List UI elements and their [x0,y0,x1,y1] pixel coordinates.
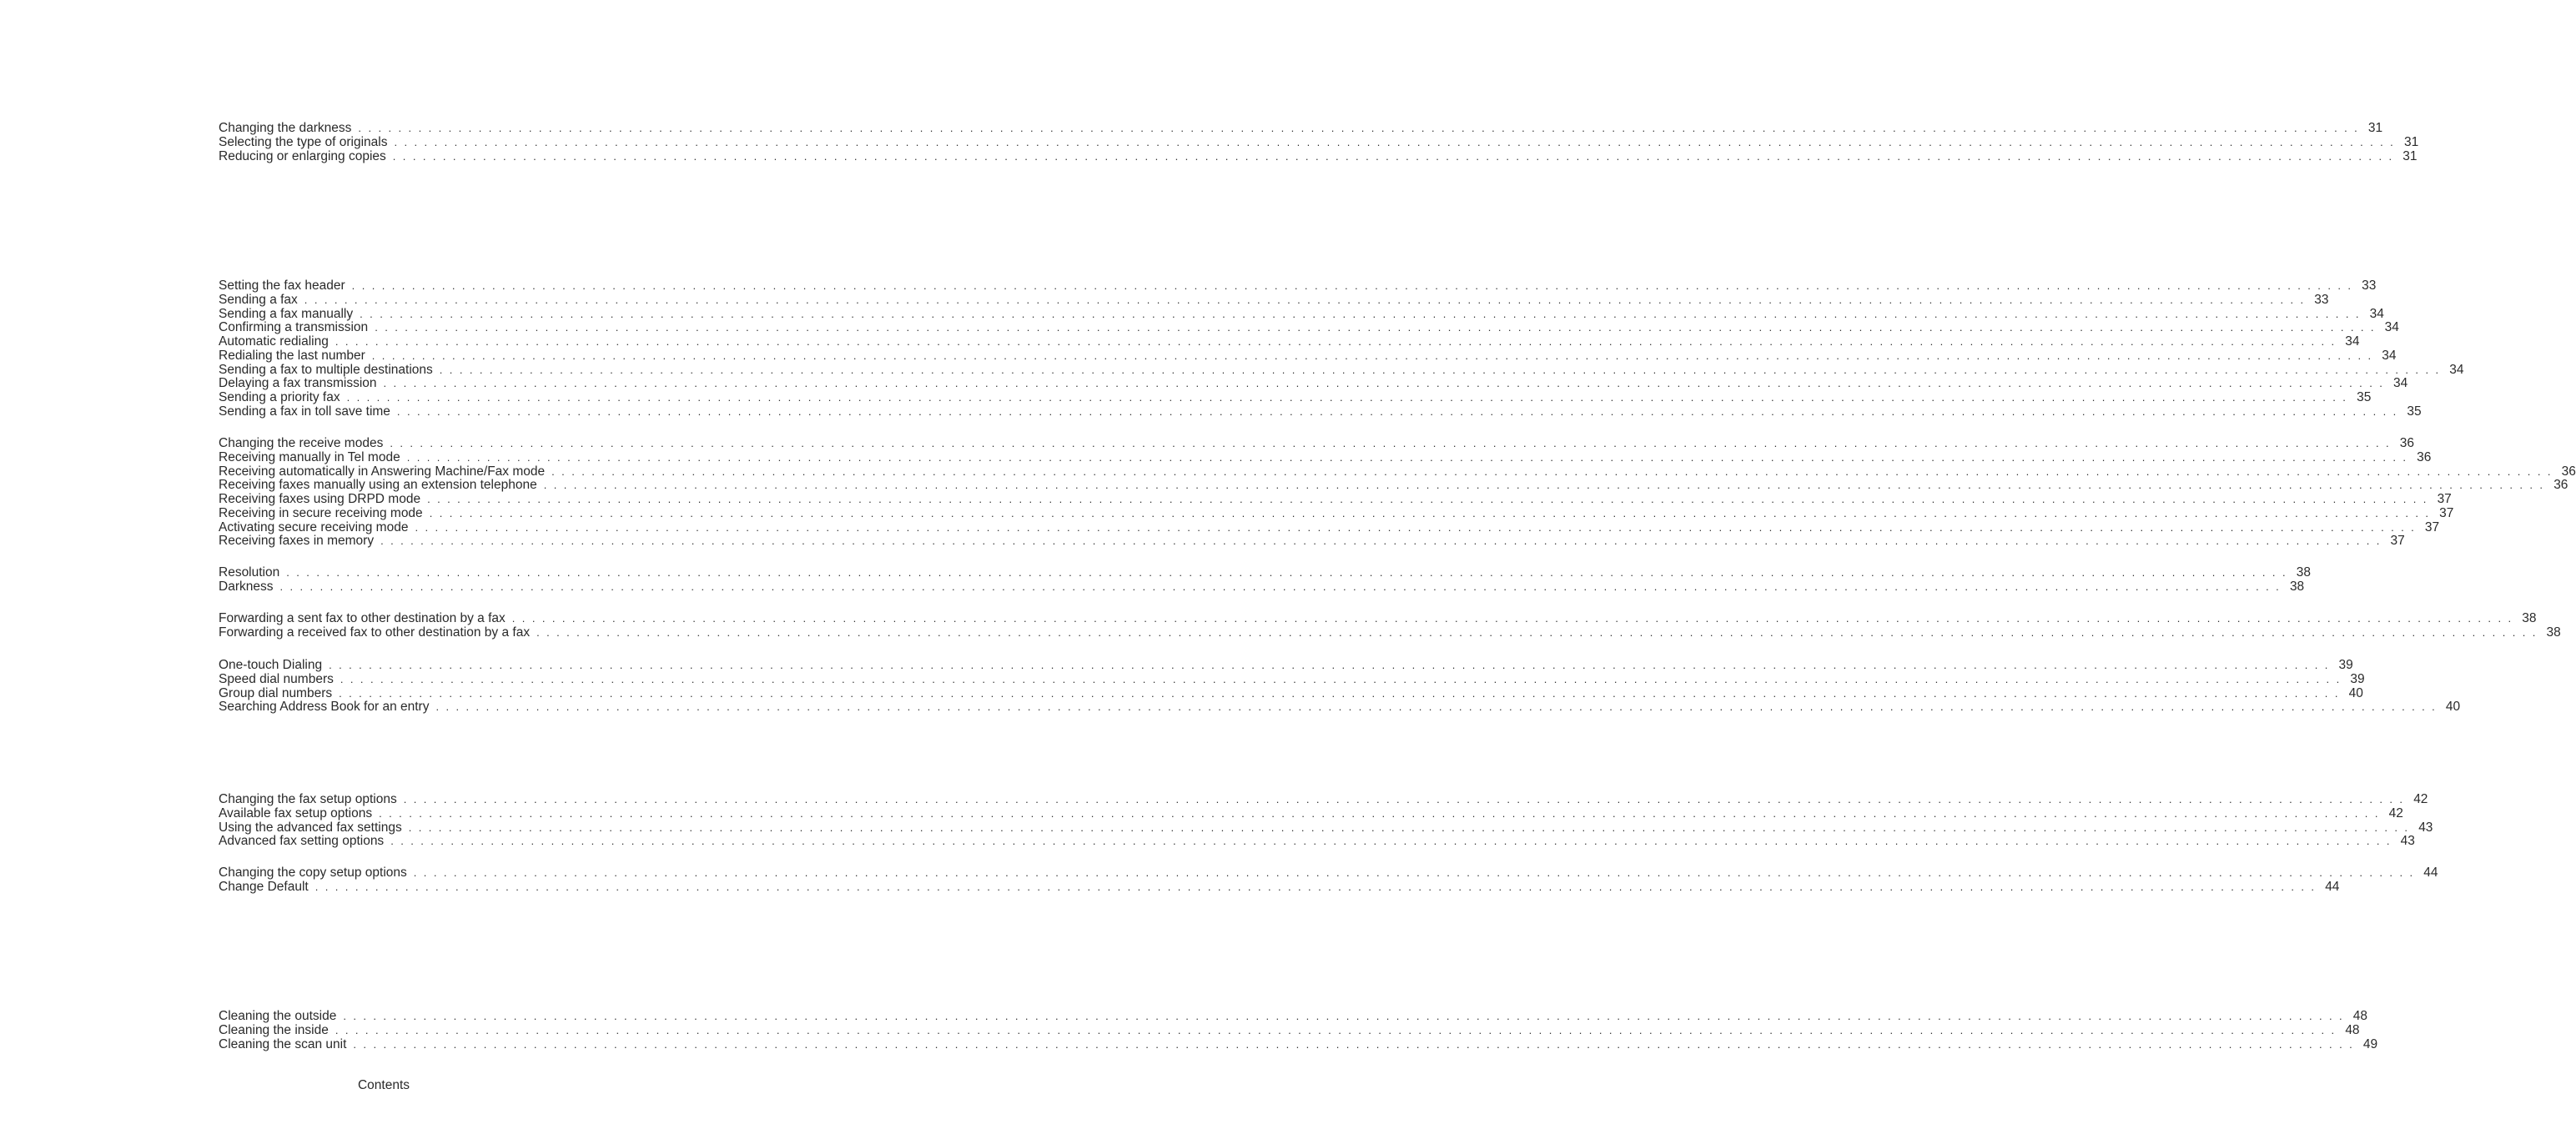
toc-dot-leader: . . . . . . . . . . . . . . . . . . . . . . . . . . . . . . . . . . . . . . . . . . . . . . . . . . . . . . . . . . . . . . . . . . . . . . . . . . . . . . . . . . . . . . . . . . . . . . . . . . . . . . . . . . . . . . . . . . . . . . . . . . . . . . . . . . . . . . . . . . . . . . . . . . . . . . . . . . . . . . . . . . . . . . . . . . . . . . . . . . . . . . . . . . . . . . . . . . . . . . . . [390,835,2392,848]
toc-dot-leader: . . . . . . . . . . . . . . . . . . . . . . . . . . . . . . . . . . . . . . . . . . . . . . . . . . . . . . . . . . . . . . . . . . . . . . . . . . . . . . . . . . . . . . . . . . . . . . . . . . . . . . . . . . . . . . . . . . . . . . . . . . . . . . . . . . . . . . . . . . . . . . . . . . . . . . . . . . . . . . . . . . . . . . . . . . . . . . . . . . . . . . . . . . . . . . . . . . . . . . . . [415,520,2417,534]
toc-entry[interactable] [219,134,2419,150]
toc-entry[interactable] [219,579,2305,595]
toc-entry-title: Receiving faxes manually using an extension telephone [219,478,537,493]
toc-entry-page-number: 34 [2449,362,2464,377]
toc-entry-page-number: 36 [2561,464,2576,479]
toc-entry-title: Cleaning the outside [219,1009,337,1023]
toc-entry[interactable] [219,148,2418,164]
toc-entry-title: Change Default [219,879,309,894]
toc-entry-page-number: 33 [2314,292,2329,307]
toc-entry[interactable] [219,805,2403,821]
toc-dot-leader: . . . . . . . . . . . . . . . . . . . . . . . . . . . . . . . . . . . . . . . . . . . . . . . . . . . . . . . . . . . . . . . . . . . . . . . . . . . . . . . . . . . . . . . . . . . . . . . . . . . . . . . . . . . . . . . . . . . . . . . . . . . . . . . . . . . . . . . . . . . . . . . . . . . . . . . . . . . . . . . . . . . . . . . . . . . . . . . . . . . . . . . . . . . . . . . . . . . . . . . . [360,307,2361,320]
toc-entry-title: Automatic redialing [219,334,329,349]
toc-entry-page-number: 40 [2445,700,2461,715]
toc-dot-leader: . . . . . . . . . . . . . . . . . . . . . . . . . . . . . . . . . . . . . . . . . . . . . . . . . . . . . . . . . . . . . . . . . . . . . . . . . . . . . . . . . . . . . . . . . . . . . . . . . . . . . . . . . . . . . . . . . . . . . . . . . . . . . . . . . . . . . . . . . . . . . . . . . . . . . . . . . . . . . . . . . . . . . . . . . . . . . . . . . . . . . . . . . . . . . . . . . . . . . . . . [429,506,2431,519]
toc-entry-page-number: 34 [2384,320,2399,335]
toc-entry-title: Searching Address Book for an entry [219,700,430,715]
toc-entry-title: Receiving faxes using DRPD mode [219,492,421,506]
toc-entry[interactable] [219,492,2452,507]
toc-entry-title: Forwarding a sent fax to other destination by a fax [219,611,506,625]
toc-entry[interactable] [219,436,2415,451]
toc-entry[interactable] [219,1022,2360,1038]
toc-entry-title: Receiving faxes in memory [219,534,375,549]
toc-entry-title: Forwarding a received fax to other destination by a fax [219,625,531,640]
toc-entry-title: Sending a fax [219,292,298,307]
toc-entry[interactable] [219,565,2311,580]
toc-group-cleaning [219,1009,2378,1051]
toc-entry-page-number: 34 [2369,306,2384,321]
toc-dot-leader: . . . . . . . . . . . . . . . . . . . . . . . . . . . . . . . . . . . . . . . . . . . . . . . . . . . . . . . . . . . . . . . . . . . . . . . . . . . . . . . . . . . . . . . . . . . . . . . . . . . . . . . . . . . . . . . . . . . . . . . . . . . . . . . . . . . . . . . . . . . . . . . . . . . . . . . . . . . . . . . . . . . . . . . . . . . . . . . . . . . . . . . . . . . . . . . . . . . . . . . . [286,566,2287,579]
toc-entry[interactable] [219,879,2340,895]
toc-entry[interactable] [219,611,2537,626]
toc-dot-leader: . . . . . . . . . . . . . . . . . . . . . . . . . . . . . . . . . . . . . . . . . . . . . . . . . . . . . . . . . . . . . . . . . . . . . . . . . . . . . . . . . . . . . . . . . . . . . . . . . . . . . . . . . . . . . . . . . . . . . . . . . . . . . . . . . . . . . . . . . . . . . . . . . . . . . . . . . . . . . . . . . . . . . . . . . . . . . . . . . . . . . . . . . . . . . . . . . . . . . . . . [343,1010,2345,1022]
toc-group-copy-setup [219,866,2438,895]
toc-entry[interactable] [219,306,2384,322]
toc-entry[interactable] [219,404,2422,419]
toc-dot-leader: . . . . . . . . . . . . . . . . . . . . . . . . . . . . . . . . . . . . . . . . . . . . . . . . . . . . . . . . . . . . . . . . . . . . . . . . . . . . . . . . . . . . . . . . . . . . . . . . . . . . . . . . . . . . . . . . . . . . . . . . . . . . . . . . . . . . . . . . . . . . . . . . . . . . . . . . . . . . . . . . . . . . . . . . . . . . . . . . . . . . . . . . . . . . . . . . . . . . . . . . [427,493,2428,505]
toc-dot-leader: . . . . . . . . . . . . . . . . . . . . . . . . . . . . . . . . . . . . . . . . . . . . . . . . . . . . . . . . . . . . . . . . . . . . . . . . . . . . . . . . . . . . . . . . . . . . . . . . . . . . . . . . . . . . . . . . . . . . . . . . . . . . . . . . . . . . . . . . . . . . . . . . . . . . . . . . . . . . . . . . . . . . . . . . . . . . . . . . . . . . . . . . . . . . . . . . . . . . . . . . [543,479,2545,492]
toc-dot-leader: . . . . . . . . . . . . . . . . . . . . . . . . . . . . . . . . . . . . . . . . . . . . . . . . . . . . . . . . . . . . . . . . . . . . . . . . . . . . . . . . . . . . . . . . . . . . . . . . . . . . . . . . . . . . . . . . . . . . . . . . . . . . . . . . . . . . . . . . . . . . . . . . . . . . . . . . . . . . . . . . . . . . . . . . . . . . . . . . . . . . . . . . . . . . . . . . . . . . . . . . [371,349,2373,362]
toc-entry-page-number: 31 [2367,121,2383,135]
toc-entry-page-number: 37 [2437,492,2452,506]
toc-entry-title: One-touch Dialing [219,658,323,672]
toc-entry-page-number: 44 [2325,879,2340,894]
toc-dot-leader: . . . . . . . . . . . . . . . . . . . . . . . . . . . . . . . . . . . . . . . . . . . . . . . . . . . . . . . . . . . . . . . . . . . . . . . . . . . . . . . . . . . . . . . . . . . . . . . . . . . . . . . . . . . . . . . . . . . . . . . . . . . . . . . . . . . . . . . . . . . . . . . . . . . . . . . . . . . . . . . . . . . . . . . . . . . . . . . . . . . . . . . . . . . . . . . . . . . . . . . . [435,700,2438,714]
toc-entry-page-number: 38 [2296,565,2311,580]
toc-entry-page-number: 35 [2407,404,2422,419]
toc-entry-title: Sending a priority fax [219,390,340,404]
toc-entry[interactable] [219,866,2438,881]
toc-entry-page-number: 39 [2338,658,2353,672]
toc-dot-leader: . . . . . . . . . . . . . . . . . . . . . . . . . . . . . . . . . . . . . . . . . . . . . . . . . . . . . . . . . . . . . . . . . . . . . . . . . . . . . . . . . . . . . . . . . . . . . . . . . . . . . . . . . . . . . . . . . . . . . . . . . . . . . . . . . . . . . . . . . . . . . . . . . . . . . . . . . . . . . . . . . . . . . . . . . . . . . . . . . . . . . . . . . . . . . . . . . . . . . . . . [304,293,2306,306]
toc-dot-leader: . . . . . . . . . . . . . . . . . . . . . . . . . . . . . . . . . . . . . . . . . . . . . . . . . . . . . . . . . . . . . . . . . . . . . . . . . . . . . . . . . . . . . . . . . . . . . . . . . . . . . . . . . . . . . . . . . . . . . . . . . . . . . . . . . . . . . . . . . . . . . . . . . . . . . . . . . . . . . . . . . . . . . . . . . . . . . . . . . . . . . . . . . . . . . . . . . . . . . . . . [375,321,2376,334]
toc-dot-leader: . . . . . . . . . . . . . . . . . . . . . . . . . . . . . . . . . . . . . . . . . . . . . . . . . . . . . . . . . . . . . . . . . . . . . . . . . . . . . . . . . . . . . . . . . . . . . . . . . . . . . . . . . . . . . . . . . . . . . . . . . . . . . . . . . . . . . . . . . . . . . . . . . . . . . . . . . . . . . . . . . . . . . . . . . . . . . . . . . . . . . . . . . . . . . . . . . . . . . . . . [314,880,2317,893]
toc-entry-page-number: 33 [2362,278,2377,293]
toc-dot-leader: . . . . . . . . . . . . . . . . . . . . . . . . . . . . . . . . . . . . . . . . . . . . . . . . . . . . . . . . . . . . . . . . . . . . . . . . . . . . . . . . . . . . . . . . . . . . . . . . . . . . . . . . . . . . . . . . . . . . . . . . . . . . . . . . . . . . . . . . . . . . . . . . . . . . . . . . . . . . . . . . . . . . . . . . . . . . . . . . . . . . . . . . . . . . . . . . . . . . . . . . [380,534,2382,548]
toc-group-fax-settings [219,565,2311,595]
toc-dot-leader: . . . . . . . . . . . . . . . . . . . . . . . . . . . . . . . . . . . . . . . . . . . . . . . . . . . . . . . . . . . . . . . . . . . . . . . . . . . . . . . . . . . . . . . . . . . . . . . . . . . . . . . . . . . . . . . . . . . . . . . . . . . . . . . . . . . . . . . . . . . . . . . . . . . . . . . . . . . . . . . . . . . . . . . . . . . . . . . . . . . . . . . . . . . . . . . . . . . . . . . . [353,1037,2355,1051]
toc-entry-page-number: 38 [2289,579,2305,594]
toc-entry[interactable] [219,464,2576,479]
toc-entry-page-number: 48 [2352,1009,2368,1023]
toc-entry-page-number: 49 [2362,1036,2378,1051]
toc-dot-leader: . . . . . . . . . . . . . . . . . . . . . . . . . . . . . . . . . . . . . . . . . . . . . . . . . . . . . . . . . . . . . . . . . . . . . . . . . . . . . . . . . . . . . . . . . . . . . . . . . . . . . . . . . . . . . . . . . . . . . . . . . . . . . . . . . . . . . . . . . . . . . . . . . . . . . . . . . . . . . . . . . . . . . . . . . . . . . . . . . . . . . . . . . . . . . . . . . . . . . . . . [408,820,2410,834]
toc-entry-title: Activating secure receiving mode [219,519,409,534]
toc-entry[interactable] [219,834,2415,849]
toc-entry-title: Available fax setup options [219,805,373,820]
toc-entry-title: Speed dial numbers [219,671,334,686]
toc-entry-title: Redialing the last number [219,348,365,363]
footer-contents-label: Contents [357,1078,410,1092]
toc-entry-title: Changing the fax setup options [219,792,397,806]
toc-entry-page-number: 37 [2424,519,2440,534]
toc-entry-page-number: 38 [2546,625,2561,640]
toc-entry-title: Cleaning the inside [219,1022,329,1037]
toc-entry[interactable] [219,334,2360,349]
toc-entry-title: Changing the receive modes [219,436,384,450]
toc-entry[interactable] [219,820,2433,835]
toc-entry[interactable] [219,390,2372,405]
toc-entry-page-number: 36 [2553,478,2568,493]
toc-dot-leader: . . . . . . . . . . . . . . . . . . . . . . . . . . . . . . . . . . . . . . . . . . . . . . . . . . . . . . . . . . . . . . . . . . . . . . . . . . . . . . . . . . . . . . . . . . . . . . . . . . . . . . . . . . . . . . . . . . . . . . . . . . . . . . . . . . . . . . . . . . . . . . . . . . . . . . . . . . . . . . . . . . . . . . . . . . . . . . . . . . . . . . . . . . . . . . . . . . . . . . . . [406,450,2408,464]
toc-entry[interactable] [219,121,2383,136]
toc-entry[interactable] [219,1036,2378,1052]
toc-dot-leader: . . . . . . . . . . . . . . . . . . . . . . . . . . . . . . . . . . . . . . . . . . . . . . . . . . . . . . . . . . . . . . . . . . . . . . . . . . . . . . . . . . . . . . . . . . . . . . . . . . . . . . . . . . . . . . . . . . . . . . . . . . . . . . . . . . . . . . . . . . . . . . . . . . . . . . . . . . . . . . . . . . . . . . . . . . . . . . . . . . . . . . . . . . . . . . . . . . . . . . . . [340,672,2342,685]
toc-entry-page-number: 42 [2388,805,2403,820]
toc-dot-leader: . . . . . . . . . . . . . . . . . . . . . . . . . . . . . . . . . . . . . . . . . . . . . . . . . . . . . . . . . . . . . . . . . . . . . . . . . . . . . . . . . . . . . . . . . . . . . . . . . . . . . . . . . . . . . . . . . . . . . . . . . . . . . . . . . . . . . . . . . . . . . . . . . . . . . . . . . . . . . . . . . . . . . . . . . . . . . . . . . . . . . . . . . . . . . . . . . . . . . . . . [339,686,2340,700]
toc-group-forwarding [219,611,2561,640]
toc-entry[interactable] [219,700,2461,715]
toc-entry[interactable] [219,505,2454,521]
toc-entry-page-number: 34 [2345,334,2360,349]
toc-dot-leader: . . . . . . . . . . . . . . . . . . . . . . . . . . . . . . . . . . . . . . . . . . . . . . . . . . . . . . . . . . . . . . . . . . . . . . . . . . . . . . . . . . . . . . . . . . . . . . . . . . . . . . . . . . . . . . . . . . . . . . . . . . . . . . . . . . . . . . . . . . . . . . . . . . . . . . . . . . . . . . . . . . . . . . . . . . . . . . . . . . . . . . . . . . . . . . . . . . . . . . . . [329,659,2330,671]
toc-entry-title: Sending a fax in toll save time [219,404,390,419]
toc-dot-leader: . . . . . . . . . . . . . . . . . . . . . . . . . . . . . . . . . . . . . . . . . . . . . . . . . . . . . . . . . . . . . . . . . . . . . . . . . . . . . . . . . . . . . . . . . . . . . . . . . . . . . . . . . . . . . . . . . . . . . . . . . . . . . . . . . . . . . . . . . . . . . . . . . . . . . . . . . . . . . . . . . . . . . . . . . . . . . . . . . . . . . . . . . . . . . . . . . . . . . . . . [396,404,2398,418]
toc-entry-page-number: 35 [2357,390,2372,404]
toc-group-receiving-fax [219,436,2576,549]
toc-entry-title: Reducing or enlarging copies [219,148,386,163]
toc-group-copy-options [219,121,2419,163]
toc-entry-title: Delaying a fax transmission [219,376,377,391]
toc-entry-title: Resolution [219,565,280,580]
toc-entry-title: Sending a fax to multiple destinations [219,362,433,377]
toc-group-sending-fax [219,278,2464,419]
toc-dot-leader: . . . . . . . . . . . . . . . . . . . . . . . . . . . . . . . . . . . . . . . . . . . . . . . . . . . . . . . . . . . . . . . . . . . . . . . . . . . . . . . . . . . . . . . . . . . . . . . . . . . . . . . . . . . . . . . . . . . . . . . . . . . . . . . . . . . . . . . . . . . . . . . . . . . . . . . . . . . . . . . . . . . . . . . . . . . . . . . . . . . . . . . . . . . . . . . . . . . . . . . . [346,391,2348,404]
toc-entry-title: Setting the fax header [219,278,345,293]
toc-entry-title: Advanced fax setting options [219,834,385,849]
toc-entry-page-number: 40 [2348,685,2363,700]
toc-entry-title: Group dial numbers [219,685,333,700]
toc-entry-page-number: 37 [2439,505,2454,520]
toc-dot-leader: . . . . . . . . . . . . . . . . . . . . . . . . . . . . . . . . . . . . . . . . . . . . . . . . . . . . . . . . . . . . . . . . . . . . . . . . . . . . . . . . . . . . . . . . . . . . . . . . . . . . . . . . . . . . . . . . . . . . . . . . . . . . . . . . . . . . . . . . . . . . . . . . . . . . . . . . . . . . . . . . . . . . . . . . . . . . . . . . . . . . . . . . . . . . . . . . . . . . . . . . [392,149,2394,163]
toc-entry-page-number: 31 [2403,134,2419,149]
toc-entry[interactable] [219,376,2408,391]
toc-entry-page-number: 36 [2417,449,2432,464]
toc-entry-title: Receiving automatically in Answering Machine/Fax mode [219,464,546,479]
toc-entry[interactable] [219,1009,2368,1024]
toc-dot-leader: . . . . . . . . . . . . . . . . . . . . . . . . . . . . . . . . . . . . . . . . . . . . . . . . . . . . . . . . . . . . . . . . . . . . . . . . . . . . . . . . . . . . . . . . . . . . . . . . . . . . . . . . . . . . . . . . . . . . . . . . . . . . . . . . . . . . . . . . . . . . . . . . . . . . . . . . . . . . . . . . . . . . . . . . . . . . . . . . . . . . . . . . . . . . . . . . . . . . . . . . [335,1023,2337,1036]
toc-entry-title: Changing the copy setup options [219,866,407,880]
toc-entry-title: Cleaning the scan unit [219,1036,347,1051]
toc-dot-leader: . . . . . . . . . . . . . . . . . . . . . . . . . . . . . . . . . . . . . . . . . . . . . . . . . . . . . . . . . . . . . . . . . . . . . . . . . . . . . . . . . . . . . . . . . . . . . . . . . . . . . . . . . . . . . . . . . . . . . . . . . . . . . . . . . . . . . . . . . . . . . . . . . . . . . . . . . . . . . . . . . . . . . . . . . . . . . . . . . . . . . . . . . . . . . . . . . . . . . . . . [551,464,2553,478]
toc-entry-title: Receiving in secure receiving mode [219,505,423,520]
toc-entry[interactable] [219,671,2365,687]
toc-entry[interactable] [219,478,2568,493]
toc-entry[interactable] [219,534,2405,549]
toc-dot-leader: . . . . . . . . . . . . . . . . . . . . . . . . . . . . . . . . . . . . . . . . . . . . . . . . . . . . . . . . . . . . . . . . . . . . . . . . . . . . . . . . . . . . . . . . . . . . . . . . . . . . . . . . . . . . . . . . . . . . . . . . . . . . . . . . . . . . . . . . . . . . . . . . . . . . . . . . . . . . . . . . . . . . . . . . . . . . . . . . . . . . . . . . . . . . . . . . . . . . . . . . [536,625,2538,639]
toc-entry-page-number: 34 [2382,348,2397,363]
toc-entry[interactable] [219,449,2432,465]
toc-dot-leader: . . . . . . . . . . . . . . . . . . . . . . . . . . . . . . . . . . . . . . . . . . . . . . . . . . . . . . . . . . . . . . . . . . . . . . . . . . . . . . . . . . . . . . . . . . . . . . . . . . . . . . . . . . . . . . . . . . . . . . . . . . . . . . . . . . . . . . . . . . . . . . . . . . . . . . . . . . . . . . . . . . . . . . . . . . . . . . . . . . . . . . . . . . . . . . . . . . . . . . . . [390,437,2392,449]
toc-dot-leader: . . . . . . . . . . . . . . . . . . . . . . . . . . . . . . . . . . . . . . . . . . . . . . . . . . . . . . . . . . . . . . . . . . . . . . . . . . . . . . . . . . . . . . . . . . . . . . . . . . . . . . . . . . . . . . . . . . . . . . . . . . . . . . . . . . . . . . . . . . . . . . . . . . . . . . . . . . . . . . . . . . . . . . . . . . . . . . . . . . . . . . . . . . . . . . . . . . . . . . . . [351,279,2353,292]
toc-entry-page-number: 48 [2345,1022,2360,1037]
toc-entry-page-number: 38 [2522,611,2537,625]
toc-group-dialing [219,658,2461,715]
toc-entry-title: Confirming a transmission [219,320,369,335]
toc-entry-title: Changing the darkness [219,121,352,135]
toc-entry-page-number: 37 [2390,534,2405,549]
toc-entry[interactable] [219,625,2561,640]
toc-entry-page-number: 36 [2399,436,2415,450]
toc-entry-title: Sending a fax manually [219,306,354,321]
toc-entry-page-number: 39 [2350,671,2365,686]
toc-entry-page-number: 44 [2423,866,2438,880]
toc-entry[interactable] [219,362,2464,378]
toc-entry-page-number: 43 [2400,834,2415,849]
toc-dot-leader: . . . . . . . . . . . . . . . . . . . . . . . . . . . . . . . . . . . . . . . . . . . . . . . . . . . . . . . . . . . . . . . . . . . . . . . . . . . . . . . . . . . . . . . . . . . . . . . . . . . . . . . . . . . . . . . . . . . . . . . . . . . . . . . . . . . . . . . . . . . . . . . . . . . . . . . . . . . . . . . . . . . . . . . . . . . . . . . . . . . . . . . . . . . . . . . . . . . . . . . . [394,135,2396,148]
toc-dot-leader: . . . . . . . . . . . . . . . . . . . . . . . . . . . . . . . . . . . . . . . . . . . . . . . . . . . . . . . . . . . . . . . . . . . . . . . . . . . . . . . . . . . . . . . . . . . . . . . . . . . . . . . . . . . . . . . . . . . . . . . . . . . . . . . . . . . . . . . . . . . . . . . . . . . . . . . . . . . . . . . . . . . . . . . . . . . . . . . . . . . . . . . . . . . . . . . . . . . . . . . . [358,122,2360,134]
toc-entry[interactable] [219,278,2377,294]
toc-entry[interactable] [219,792,2428,807]
toc-entry-page-number: 43 [2418,820,2433,835]
toc-entry[interactable] [219,348,2397,364]
toc-dot-leader: . . . . . . . . . . . . . . . . . . . . . . . . . . . . . . . . . . . . . . . . . . . . . . . . . . . . . . . . . . . . . . . . . . . . . . . . . . . . . . . . . . . . . . . . . . . . . . . . . . . . . . . . . . . . . . . . . . . . . . . . . . . . . . . . . . . . . . . . . . . . . . . . . . . . . . . . . . . . . . . . . . . . . . . . . . . . . . . . . . . . . . . . . . . . . . . . . . . . . . . . [383,377,2385,390]
toc-entry[interactable] [219,658,2353,673]
toc-entry[interactable] [219,519,2440,535]
toc-entry-page-number: 34 [2393,376,2408,391]
toc-dot-leader: . . . . . . . . . . . . . . . . . . . . . . . . . . . . . . . . . . . . . . . . . . . . . . . . . . . . . . . . . . . . . . . . . . . . . . . . . . . . . . . . . . . . . . . . . . . . . . . . . . . . . . . . . . . . . . . . . . . . . . . . . . . . . . . . . . . . . . . . . . . . . . . . . . . . . . . . . . . . . . . . . . . . . . . . . . . . . . . . . . . . . . . . . . . . . . . . . . . . . . . . [413,866,2415,879]
toc-entry-title: Using the advanced fax settings [219,820,402,835]
toc-entry-page-number: 31 [2402,148,2418,163]
toc-dot-leader: . . . . . . . . . . . . . . . . . . . . . . . . . . . . . . . . . . . . . . . . . . . . . . . . . . . . . . . . . . . . . . . . . . . . . . . . . . . . . . . . . . . . . . . . . . . . . . . . . . . . . . . . . . . . . . . . . . . . . . . . . . . . . . . . . . . . . . . . . . . . . . . . . . . . . . . . . . . . . . . . . . . . . . . . . . . . . . . . . . . . . . . . . . . . . . . . . . . . . . . . [439,363,2441,376]
toc-dot-leader: . . . . . . . . . . . . . . . . . . . . . . . . . . . . . . . . . . . . . . . . . . . . . . . . . . . . . . . . . . . . . . . . . . . . . . . . . . . . . . . . . . . . . . . . . . . . . . . . . . . . . . . . . . . . . . . . . . . . . . . . . . . . . . . . . . . . . . . . . . . . . . . . . . . . . . . . . . . . . . . . . . . . . . . . . . . . . . . . . . . . . . . . . . . . . . . . . . . . . . . . [511,612,2513,625]
toc-dot-leader: . . . . . . . . . . . . . . . . . . . . . . . . . . . . . . . . . . . . . . . . . . . . . . . . . . . . . . . . . . . . . . . . . . . . . . . . . . . . . . . . . . . . . . . . . . . . . . . . . . . . . . . . . . . . . . . . . . . . . . . . . . . . . . . . . . . . . . . . . . . . . . . . . . . . . . . . . . . . . . . . . . . . . . . . . . . . . . . . . . . . . . . . . . . . . . . . . . . . . . . . [279,580,2282,593]
toc-dot-leader: . . . . . . . . . . . . . . . . . . . . . . . . . . . . . . . . . . . . . . . . . . . . . . . . . . . . . . . . . . . . . . . . . . . . . . . . . . . . . . . . . . . . . . . . . . . . . . . . . . . . . . . . . . . . . . . . . . . . . . . . . . . . . . . . . . . . . . . . . . . . . . . . . . . . . . . . . . . . . . . . . . . . . . . . . . . . . . . . . . . . . . . . . . . . . . . . . . . . . . . . [379,806,2380,820]
toc-group-fax-setup [219,792,2433,849]
toc-entry[interactable] [219,685,2363,701]
toc-entry-page-number: 42 [2413,792,2428,806]
toc-entry-title: Selecting the type of originals [219,134,388,149]
toc-entry[interactable] [219,320,2399,335]
toc-dot-leader: . . . . . . . . . . . . . . . . . . . . . . . . . . . . . . . . . . . . . . . . . . . . . . . . . . . . . . . . . . . . . . . . . . . . . . . . . . . . . . . . . . . . . . . . . . . . . . . . . . . . . . . . . . . . . . . . . . . . . . . . . . . . . . . . . . . . . . . . . . . . . . . . . . . . . . . . . . . . . . . . . . . . . . . . . . . . . . . . . . . . . . . . . . . . . . . . . . . . . . . . [403,793,2405,805]
toc-dot-leader: . . . . . . . . . . . . . . . . . . . . . . . . . . . . . . . . . . . . . . . . . . . . . . . . . . . . . . . . . . . . . . . . . . . . . . . . . . . . . . . . . . . . . . . . . . . . . . . . . . . . . . . . . . . . . . . . . . . . . . . . . . . . . . . . . . . . . . . . . . . . . . . . . . . . . . . . . . . . . . . . . . . . . . . . . . . . . . . . . . . . . . . . . . . . . . . . . . . . . . . . [335,335,2337,348]
toc-entry[interactable] [219,292,2329,308]
toc-entry-title: Darkness [219,579,274,594]
toc-entry-title: Receiving manually in Tel mode [219,449,400,464]
